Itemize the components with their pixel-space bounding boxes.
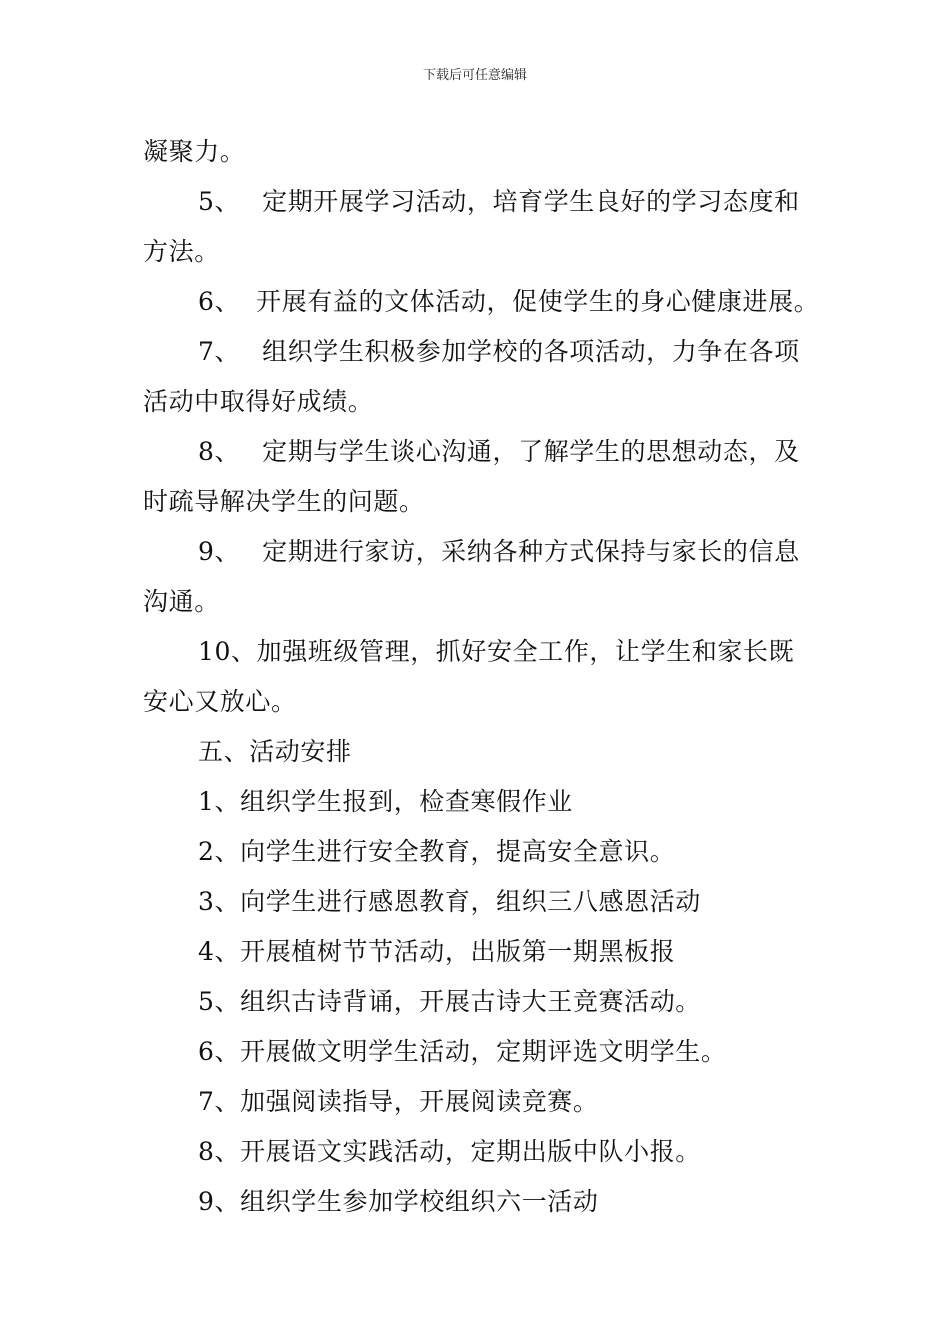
paragraph-line: 安心又放心。 [143,687,297,716]
activity-item-4: 4、开展植树节节活动，出版第一期黑板报 [198,937,676,966]
list-item-10: 10、加强班级管理，抓好安全工作，让学生和家长既 [198,637,795,666]
paragraph-line: 沟通。 [143,587,220,616]
list-item-7 [198,336,800,368]
paragraph-line: 凝聚力。 [143,137,246,166]
activity-item-6: 6、开展做文明学生活动，定期评选文明学生。 [198,1037,727,1066]
list-item-9 [198,536,800,568]
list-item-5 [198,186,800,218]
activity-item-2: 2、向学生进行安全教育，提高安全意识。 [198,837,676,866]
activity-item-1: 1、组织学生报到，检查寒假作业 [198,787,573,816]
item-text: 定期进行家访，采纳各种方式保持与家长的信息 [262,537,800,566]
activity-item-7: 7、加强阅读指导，开展阅读竞赛。 [198,1087,599,1116]
item-number: 9、 [198,537,241,566]
paragraph-line: 时疏导解决学生的问题。 [143,487,425,516]
item-text: 组织学生积极参加学校的各项活动，力争在各项 [262,337,800,366]
section-heading: 五、活动安排 [198,737,352,766]
activity-item-3: 3、向学生进行感恩教育，组织三八感恩活动 [198,887,701,916]
activity-item-8: 8、开展语文实践活动，定期出版中队小报。 [198,1137,701,1166]
item-text: 定期开展学习活动，培育学生良好的学习态度和 [262,187,800,216]
paragraph-line: 方法。 [143,237,220,266]
item-text: 开展有益的文体活动，促使学生的身心健康进展。 [256,287,820,316]
activity-item-9: 9、组织学生参加学校组织六一活动 [198,1187,599,1216]
page-header: 下载后可任意编辑 [422,68,527,83]
item-number: 8、 [198,437,241,466]
item-number: 5、 [198,187,241,216]
activity-item-5: 5、组织古诗背诵，开展古诗大王竞赛活动。 [198,987,701,1016]
item-number: 6、 [198,287,241,316]
item-text: 定期与学生谈心沟通，了解学生的思想动态，及 [262,437,800,466]
paragraph-line: 活动中取得好成绩。 [143,387,374,416]
item-number: 7、 [198,337,241,366]
list-item-6 [198,286,819,318]
list-item-8 [198,436,800,468]
